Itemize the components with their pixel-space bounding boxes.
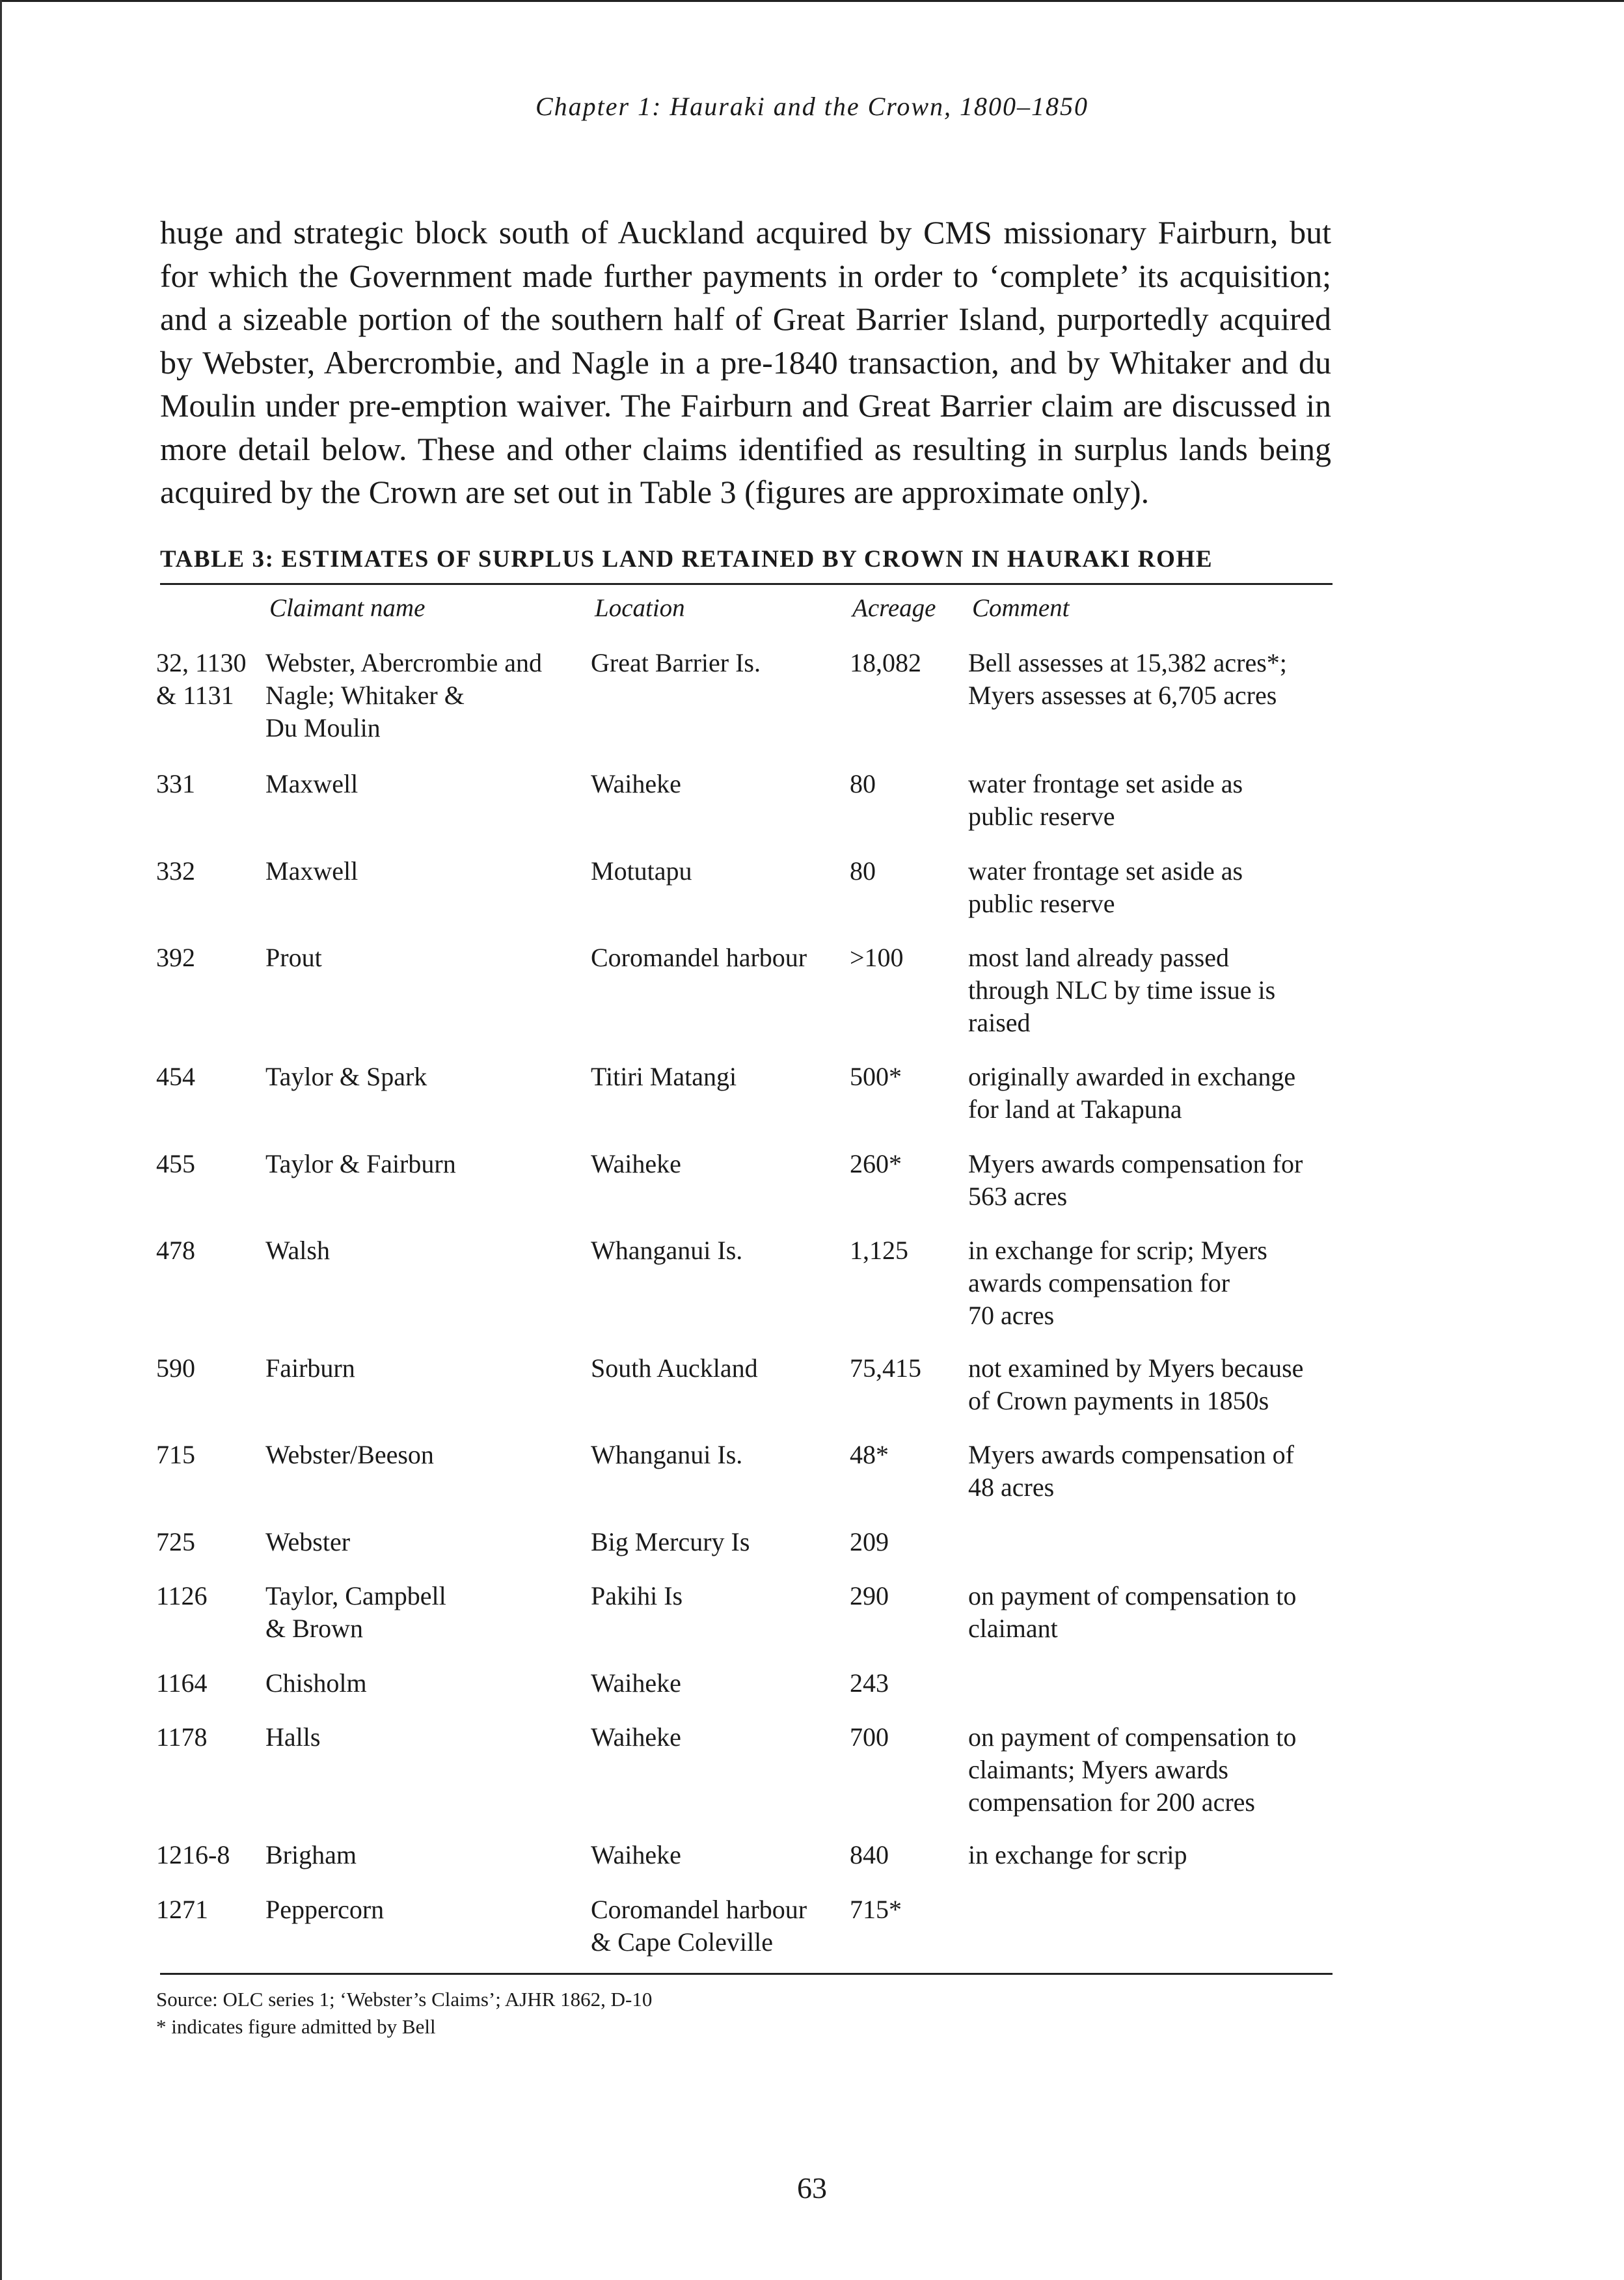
row-comment-line: Bell assesses at 15,382 acres*; [968, 648, 1287, 677]
row-acreage [850, 1352, 954, 1385]
row-claim-number-line: 454 [156, 1062, 195, 1091]
row-comment-line: originally awarded in exchange [968, 1062, 1296, 1091]
row-location-line: Waiheke [591, 1840, 681, 1869]
row-claimant-name [265, 1721, 578, 1754]
row-acreage [850, 1526, 954, 1558]
header-claimant-name: Claimant name [269, 594, 426, 622]
row-claimant-name-line: & Brown [265, 1614, 363, 1643]
table-title: TABLE 3: ESTIMATES OF SURPLUS LAND RETAINED BY CROWN IN HAURAKI ROHE [160, 546, 1213, 573]
row-claimant-name-line: Taylor & Fairburn [265, 1149, 456, 1178]
row-claimant-name-line: Peppercorn [265, 1895, 385, 1924]
page-number: 63 [797, 2171, 827, 2205]
row-claimant-name [265, 768, 578, 800]
table-column-headers [0, 593, 1624, 632]
row-claimant-name [265, 1439, 578, 1471]
row-location-line: Coromandel harbour [591, 943, 807, 972]
row-comment [968, 1352, 1333, 1417]
row-claim-number-line: 1271 [156, 1895, 208, 1924]
row-claim-number-line: & 1131 [156, 681, 234, 710]
row-location-line: Titiri Matangi [591, 1062, 737, 1091]
row-claimant-name-line: Chisholm [265, 1668, 367, 1698]
row-claim-number-line: 715 [156, 1440, 195, 1469]
body-paragraph: huge and strategic block south of Auckland acquired by CMS missionary Fairburn, but for which the Government made further payments in order to ‘complete’ its acquisition; and a sizeable portion of the southern half of Great Barrier Island, purportedly acquired by Webster, Abercrombie, and Nagle in a pre-1840 transaction, and by Whitaker and du Moulin under pre-emption waiver. The Fairburn and Great Barrier claim are discussed in more detail below. These and other claims identified as resulting in surplus lands being acquired by the Crown are set out in Table 3 (figures are approximate only). [160, 214, 1331, 510]
row-claimant-name [265, 855, 578, 888]
row-comment [968, 1234, 1333, 1332]
row-claimant-name-line: Maxwell [265, 769, 359, 798]
row-claim-number-line: 478 [156, 1236, 195, 1265]
row-claim-number [156, 1061, 260, 1093]
row-location-line: Big Mercury Is [591, 1527, 750, 1556]
row-comment-line: of Crown payments in 1850s [968, 1386, 1269, 1415]
row-comment [968, 1580, 1333, 1645]
row-claim-number-line: 392 [156, 943, 195, 972]
row-claimant-name-line: Nagle; Whitaker & [265, 681, 465, 710]
row-acreage-line: 260* [850, 1149, 902, 1178]
row-location [591, 1893, 838, 1959]
row-location [591, 1439, 838, 1471]
row-comment-line: claimant [968, 1614, 1058, 1643]
row-claim-number-line: 1164 [156, 1668, 208, 1698]
row-claimant-name [265, 1234, 578, 1267]
row-claim-number [156, 1893, 260, 1926]
row-claim-number [156, 1148, 260, 1180]
row-claimant-name [265, 647, 578, 744]
row-claimant-name-line: Fairburn [265, 1353, 355, 1383]
row-comment-line: on payment of compensation to [968, 1581, 1297, 1610]
row-claim-number-line: 1178 [156, 1722, 208, 1752]
row-claimant-name-line: Webster [265, 1527, 351, 1556]
table-bottom-rule [160, 1973, 1333, 1975]
row-comment-line: public reserve [968, 889, 1115, 918]
row-claim-number [156, 1234, 260, 1267]
row-location-line: Waiheke [591, 1149, 681, 1178]
table-footnote: * indicates figure admitted by Bell [156, 2015, 436, 2038]
row-comment-line: most land already passed [968, 943, 1229, 972]
page-left-border [0, 0, 2, 2280]
row-acreage [850, 768, 954, 800]
row-location-line: Pakihi Is [591, 1581, 683, 1610]
row-location-line: Waiheke [591, 1668, 681, 1698]
row-claimant-name [265, 1893, 578, 1926]
row-claimant-name-line: Webster/Beeson [265, 1440, 434, 1469]
row-comment [968, 942, 1333, 1039]
row-claimant-name-line: Brigham [265, 1840, 357, 1869]
page-top-border [0, 0, 1624, 2]
row-claim-number-line: 32, 1130 [156, 648, 247, 677]
row-location [591, 1526, 838, 1558]
row-claimant-name-line: Maxwell [265, 856, 359, 886]
row-acreage-line: 243 [850, 1668, 889, 1698]
row-acreage [850, 855, 954, 888]
row-comment [968, 768, 1333, 833]
row-claim-number [156, 855, 260, 888]
row-acreage-line: 1,125 [850, 1236, 908, 1265]
row-acreage [850, 1721, 954, 1754]
row-comment-line: awards compensation for [968, 1268, 1230, 1297]
row-location [591, 1148, 838, 1180]
row-acreage [850, 1234, 954, 1267]
row-acreage-line: 75,415 [850, 1353, 921, 1383]
row-acreage-line: 500* [850, 1062, 902, 1091]
row-comment-line: not examined by Myers because [968, 1353, 1304, 1383]
row-claim-number [156, 1352, 260, 1385]
row-claim-number [156, 768, 260, 800]
row-claimant-name-line: Taylor, Campbell [265, 1581, 446, 1610]
row-comment-line: 70 acres [968, 1301, 1055, 1330]
row-comment-line: water frontage set aside as [968, 769, 1243, 798]
row-acreage [850, 1148, 954, 1180]
row-acreage [850, 942, 954, 974]
row-acreage-line: 715* [850, 1895, 902, 1924]
row-claim-number-line: 331 [156, 769, 195, 798]
row-comment-line: Myers assesses at 6,705 acres [968, 681, 1277, 710]
row-location [591, 1234, 838, 1267]
row-claimant-name [265, 1061, 578, 1093]
header-comment: Comment [972, 594, 1070, 622]
row-comment-line: in exchange for scrip; Myers [968, 1236, 1267, 1265]
row-claimant-name-line: Webster, Abercrombie and [265, 648, 543, 677]
row-location-line: Whanganui Is. [591, 1440, 743, 1469]
row-comment-line: Myers awards compensation for [968, 1149, 1303, 1178]
row-claimant-name-line: Halls [265, 1722, 321, 1752]
row-location-line: Waiheke [591, 1722, 681, 1752]
row-comment-line: through NLC by time issue is [968, 975, 1276, 1005]
row-comment [968, 855, 1333, 920]
running-head: Chapter 1: Hauraki and the Crown, 1800–1850 [535, 92, 1089, 121]
row-location [591, 1839, 838, 1871]
row-location [591, 855, 838, 888]
row-location-line: & Cape Coleville [591, 1927, 773, 1957]
header-acreage: Acreage [852, 594, 936, 622]
row-acreage-line: >100 [850, 943, 904, 972]
row-claimant-name-line: Prout [265, 943, 322, 972]
row-comment-line: on payment of compensation to [968, 1722, 1297, 1752]
row-acreage [850, 1839, 954, 1871]
row-location [591, 768, 838, 800]
row-claim-number [156, 942, 260, 974]
row-acreage [850, 1580, 954, 1612]
row-location [591, 647, 838, 679]
row-comment [968, 1839, 1333, 1871]
row-location [591, 1352, 838, 1385]
row-acreage-line: 290 [850, 1581, 889, 1610]
row-comment [968, 1061, 1333, 1126]
row-acreage-line: 18,082 [850, 648, 921, 677]
row-claim-number [156, 1667, 260, 1700]
row-comment [968, 1148, 1333, 1213]
row-claim-number [156, 1439, 260, 1471]
row-comment [968, 1439, 1333, 1504]
row-location [591, 1667, 838, 1700]
row-acreage-line: 209 [850, 1527, 889, 1556]
row-location [591, 942, 838, 974]
row-comment-line: 48 acres [968, 1472, 1055, 1502]
row-location [591, 1721, 838, 1754]
row-acreage-line: 840 [850, 1840, 889, 1869]
row-comment-line: compensation for 200 acres [968, 1787, 1255, 1817]
row-acreage-line: 700 [850, 1722, 889, 1752]
row-claimant-name-line: Taylor & Spark [265, 1062, 427, 1091]
row-claim-number [156, 1721, 260, 1754]
row-location-line: Waiheke [591, 769, 681, 798]
row-comment-line: raised [968, 1008, 1031, 1037]
row-claimant-name [265, 1526, 578, 1558]
row-claim-number [156, 1839, 260, 1871]
row-acreage [850, 1893, 954, 1926]
row-comment-line: 563 acres [968, 1182, 1068, 1211]
row-location [591, 1061, 838, 1093]
row-claim-number-line: 1216-8 [156, 1840, 230, 1869]
row-acreage [850, 1061, 954, 1093]
table-source-note: Source: OLC series 1; ‘Webster’s Claims’; AJHR 1862, D-10 [156, 1988, 653, 2011]
header-location: Location [595, 594, 685, 622]
row-acreage-line: 80 [850, 769, 876, 798]
row-comment-line: in exchange for scrip [968, 1840, 1187, 1869]
row-claimant-name [265, 942, 578, 974]
row-claim-number-line: 1126 [156, 1581, 208, 1610]
row-claim-number [156, 1526, 260, 1558]
row-claim-number-line: 455 [156, 1149, 195, 1178]
row-claimant-name [265, 1580, 578, 1645]
row-location-line: Whanganui Is. [591, 1236, 743, 1265]
row-claimant-name [265, 1667, 578, 1700]
row-claimant-name-line: Walsh [265, 1236, 330, 1265]
row-claim-number [156, 1580, 260, 1612]
row-acreage [850, 647, 954, 679]
row-acreage-line: 80 [850, 856, 876, 886]
row-comment-line: for land at Takapuna [968, 1094, 1182, 1124]
row-claimant-name-line: Du Moulin [265, 713, 381, 742]
row-comment-line: public reserve [968, 802, 1115, 831]
row-claim-number [156, 647, 260, 712]
row-claimant-name [265, 1148, 578, 1180]
row-claim-number-line: 725 [156, 1527, 195, 1556]
row-claimant-name [265, 1352, 578, 1385]
row-acreage [850, 1667, 954, 1700]
row-claimant-name [265, 1839, 578, 1871]
row-acreage [850, 1439, 954, 1471]
row-location-line: Motutapu [591, 856, 692, 886]
row-location-line: Great Barrier Is. [591, 648, 761, 677]
row-location [591, 1580, 838, 1612]
row-comment-line: claimants; Myers awards [968, 1755, 1228, 1784]
row-comment-line: water frontage set aside as [968, 856, 1243, 886]
row-claim-number-line: 332 [156, 856, 195, 886]
row-comment [968, 647, 1333, 712]
row-acreage-line: 48* [850, 1440, 889, 1469]
row-location-line: Coromandel harbour [591, 1895, 807, 1924]
row-claim-number-line: 590 [156, 1353, 195, 1383]
row-location-line: South Auckland [591, 1353, 758, 1383]
row-comment-line: Myers awards compensation of [968, 1440, 1294, 1469]
row-comment [968, 1721, 1333, 1819]
table-top-rule [160, 583, 1333, 585]
